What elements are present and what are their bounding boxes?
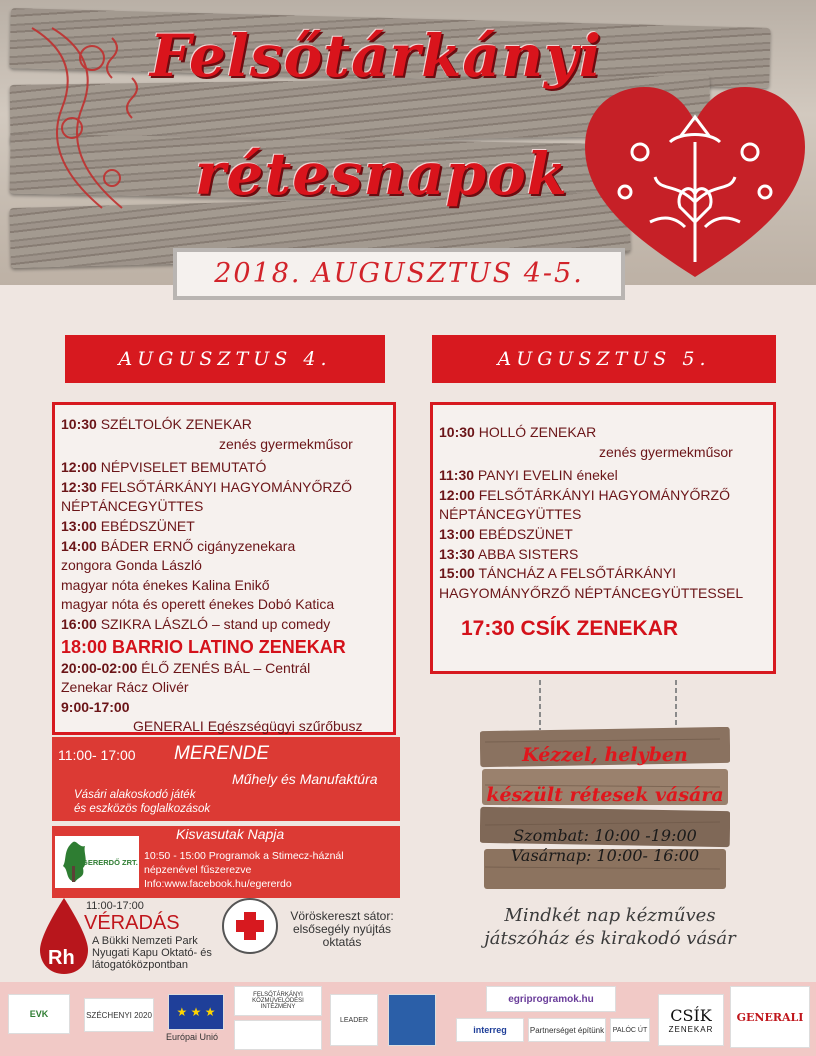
merende-panel	[52, 737, 400, 821]
kisvasut-title: Kisvasutak Napja	[176, 826, 285, 842]
tab-day2: AUGUSZTUS 5.	[432, 335, 776, 383]
footer-note-line2: játszóház és kirakodó vásár	[484, 928, 736, 949]
veradas-time: 11:00-17:00	[86, 900, 144, 912]
list-item: magyar nóta énekes Kalina Enikő	[61, 576, 270, 593]
palocut-logo: PALÓC ÚT	[610, 1018, 650, 1042]
event-date: 2018. AUGUSZTUS 4-5.	[173, 248, 625, 300]
merende-line2: és eszközös foglalkozások	[74, 803, 211, 815]
title-line-1: Felsőtárkányi	[150, 22, 602, 90]
list-item: zongora Gonda László	[61, 557, 202, 574]
sign-line3: Szombat: 10:00 -19:00	[513, 826, 697, 845]
rh-label: Rh	[48, 947, 75, 969]
list-item: 13:00 EBÉDSZÜNET	[61, 517, 195, 534]
veradas-text	[92, 935, 212, 971]
evk-logo: EVK	[8, 994, 70, 1034]
leader-logo: LEADER	[330, 994, 378, 1046]
csik-logo	[658, 994, 724, 1046]
footer-note-line1: Mindkét nap kézműves	[504, 905, 716, 926]
list-item: 13:00 EBÉDSZÜNET	[439, 525, 573, 542]
list-item: 9:00-17:00	[61, 698, 130, 715]
list-item: Zenekar Rácz Olivér	[61, 679, 189, 696]
list-item: 14:00 BÁDER ERNŐ cigányzenekara	[61, 537, 296, 554]
egererdo-logo	[55, 836, 139, 888]
list-item: zenés gyermekműsor	[599, 443, 733, 460]
list-item: HAGYOMÁNYŐRZŐ NÉPTÁNCEGYÜTTESSEL	[439, 584, 744, 601]
list-item: 10:30 HOLLÓ ZENEKAR	[439, 424, 597, 440]
generali-logo: GENERALI	[730, 986, 810, 1048]
list-item: 20:00-02:00 ÉLŐ ZENÉS BÁL – Centrál	[61, 659, 311, 676]
kisvasut-line3: Info:www.facebook.hu/egererdo	[144, 878, 292, 890]
sponsor-ribbon	[0, 982, 816, 1056]
veradas-line1: A Bükki Nemzeti Park	[92, 935, 198, 947]
crest-icon	[388, 994, 436, 1046]
voroskereszt-badge	[222, 898, 278, 954]
merende-time: 11:00- 17:00	[58, 747, 136, 763]
egriprogramok-logo: egriprogramok.hu	[486, 986, 616, 1012]
kisvasut-panel	[52, 826, 400, 898]
veradas-line3: látogatóközpontban	[92, 959, 189, 971]
sign-chains	[530, 680, 690, 732]
sign-line2: készült rétesek vására	[486, 784, 724, 806]
voroskereszt-line2: elsősegély nyújtás	[292, 922, 392, 936]
eu-label: Európai Unió	[166, 1032, 219, 1042]
voroskereszt-line3: oktatás	[322, 935, 362, 949]
veradas-title: VÉRADÁS	[84, 912, 180, 934]
list-item: NÉPTÁNCEGYÜTTES	[439, 506, 582, 523]
list-item: 11:30 PANYI EVELIN énekel	[439, 467, 618, 484]
veradas-line2: Nyugati Kapu Oktató- és	[92, 947, 212, 959]
list-item: NÉPTÁNCEGYÜTTES	[61, 498, 204, 515]
list-item: magyar nóta és operett énekes Dobó Katica	[61, 596, 335, 613]
merende-title: MERENDE	[174, 743, 270, 764]
sign-line1: Kézzel, helyben	[522, 744, 688, 766]
list-item: zenés gyermekműsor	[219, 435, 353, 452]
list-item: 13:30 ABBA SISTERS	[439, 545, 579, 562]
red-cross-icon	[224, 900, 276, 952]
eu-flag-icon: ★ ★ ★	[168, 994, 224, 1030]
kisvasut-line2: népzenével fűszerezve	[144, 864, 252, 876]
highlight-item: 18:00 BARRIO LATINO ZENEKAR	[61, 636, 346, 657]
csik-logo-text: CSÍK	[670, 1006, 712, 1025]
small-logos	[234, 1020, 322, 1050]
voroskereszt-line1: Vöröskereszt sátor:	[290, 909, 394, 923]
tab-day1: AUGUSZTUS 4.	[65, 335, 385, 383]
footer-note	[440, 904, 780, 950]
list-item: 15:00 TÁNCHÁZ A FELSŐTÁRKÁNYI	[439, 565, 677, 582]
title-line-2: rétesnapok	[195, 140, 568, 208]
list-item: GENERALI Egészségügyi szűrőbusz	[133, 718, 363, 735]
day2-program	[430, 402, 776, 674]
list-item: 16:00 SZIKRA LÁSZLÓ – stand up comedy	[61, 615, 331, 632]
interreg-logo: interreg	[456, 1018, 524, 1042]
list-item: 12:00 NÉPVISELET BEMUTATÓ	[61, 459, 267, 476]
highlight-item: 17:30 CSÍK ZENEKAR	[461, 617, 679, 641]
voroskereszt-text	[280, 910, 404, 949]
list-item: 12:00 FELSŐTÁRKÁNYI HAGYOMÁNYŐRZŐ	[439, 486, 730, 503]
partnerseget-logo: Partnerséget építünk	[528, 1018, 606, 1042]
day1-program	[52, 402, 396, 735]
list-item: 12:30 FELSŐTÁRKÁNYI HAGYOMÁNYŐRZŐ	[61, 478, 352, 495]
merende-line1: Vásári alakoskodó játék	[74, 789, 196, 801]
sign-line4: Vasárnap: 10:00- 16:00	[510, 846, 700, 865]
kozmuvelodesi-logo: FELSŐTÁRKÁNYI KÖZMŰVELŐDÉSI INTÉZMÉNY	[234, 986, 322, 1016]
merende-subtitle: Műhely és Manufaktúra	[232, 771, 378, 787]
header-banner	[0, 0, 816, 285]
list-item: 10:30 SZÉLTOLÓK ZENEKAR	[61, 416, 252, 432]
szechenyi-logo: SZÉCHENYI 2020	[84, 998, 154, 1032]
kisvasut-line1: 10:50 - 15:00 Programok a Stimecz-háznál	[144, 850, 344, 862]
csik-logo-sub: ZENEKAR	[668, 1025, 714, 1034]
egererdo-logo-text: EGERERDŐ ZRT.	[77, 858, 138, 867]
